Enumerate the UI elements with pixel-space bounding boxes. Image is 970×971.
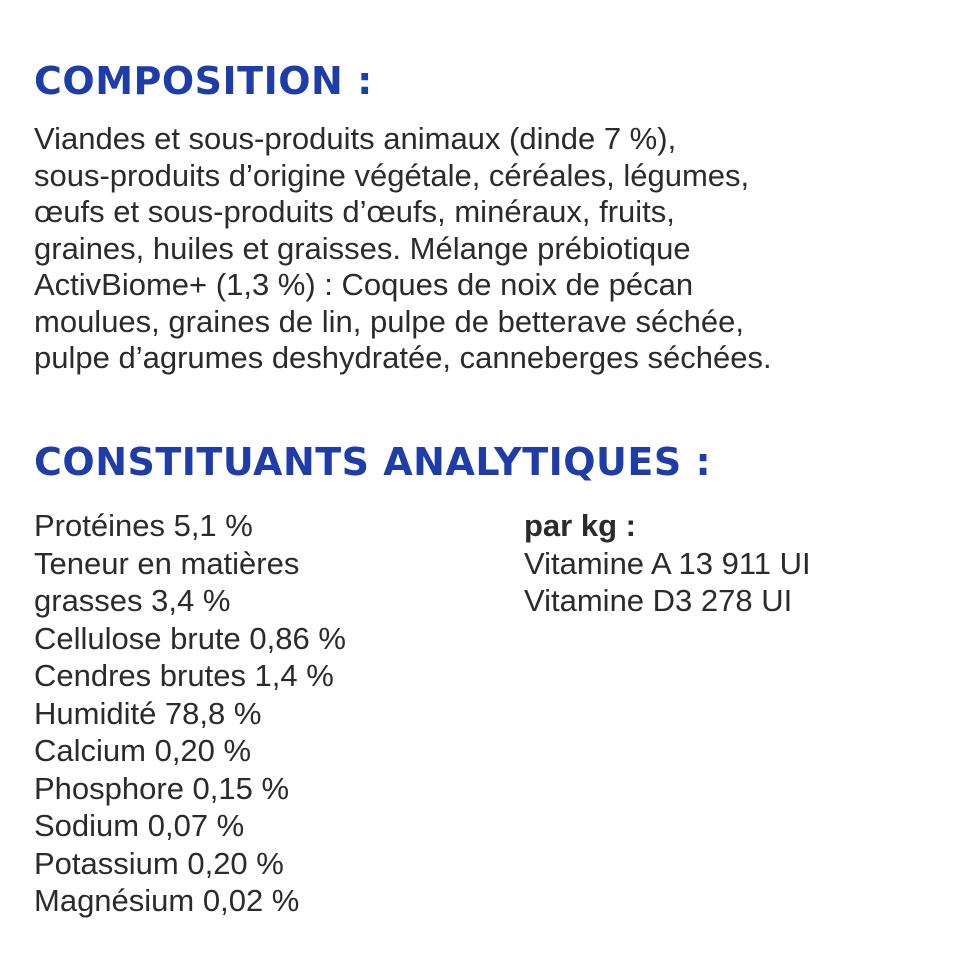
composition-line: graines, huiles et graisses. Mélange prébiotique [34,230,691,266]
list-item: Vitamine D3 278 UI [524,583,793,618]
composition-line: moulues, graines de lin, pulpe de betterave séchée, [34,303,745,339]
composition-line: œufs et sous-produits d’œufs, minéraux, fruits, [34,194,675,229]
list-item: Phosphore 0,15 % [34,770,290,806]
composition-line: sous-produits d’origine végétale, céréales, légumes, [34,157,750,193]
composition-line: Viandes et sous-produits animaux (dinde 7 %), [34,121,677,156]
list-item: grasses 3,4 % [34,583,231,618]
list-item: Calcium 0,20 % [34,733,252,768]
composition-line: ActivBiome+ (1,3 %) : Coques de noix de pécan [34,267,694,302]
list-item: Cellulose brute 0,86 % [34,620,346,656]
list-item: Vitamine A 13 911 UI [524,545,811,581]
constituants-heading: CONSTITUANTS ANALYTIQUES : [34,440,712,484]
composition-line: pulpe d’agrumes deshydratée, canneberges séchées. [34,340,772,375]
list-item: Magnésium 0,02 % [34,883,300,918]
list-item: Protéines 5,1 % [34,508,253,543]
list-item: Sodium 0,07 % [34,808,245,843]
list-item: Potassium 0,20 % [34,845,284,881]
per-kg-subtitle: par kg : [524,508,636,543]
composition-text [34,121,954,377]
list-item: Teneur en matières [34,545,300,581]
analytical-constituents-list [34,507,494,920]
list-item: Humidité 78,8 % [34,695,262,731]
vitamins-per-kg-list [524,507,944,620]
composition-heading: COMPOSITION : [34,59,373,103]
list-item: Cendres brutes 1,4 % [34,658,334,693]
